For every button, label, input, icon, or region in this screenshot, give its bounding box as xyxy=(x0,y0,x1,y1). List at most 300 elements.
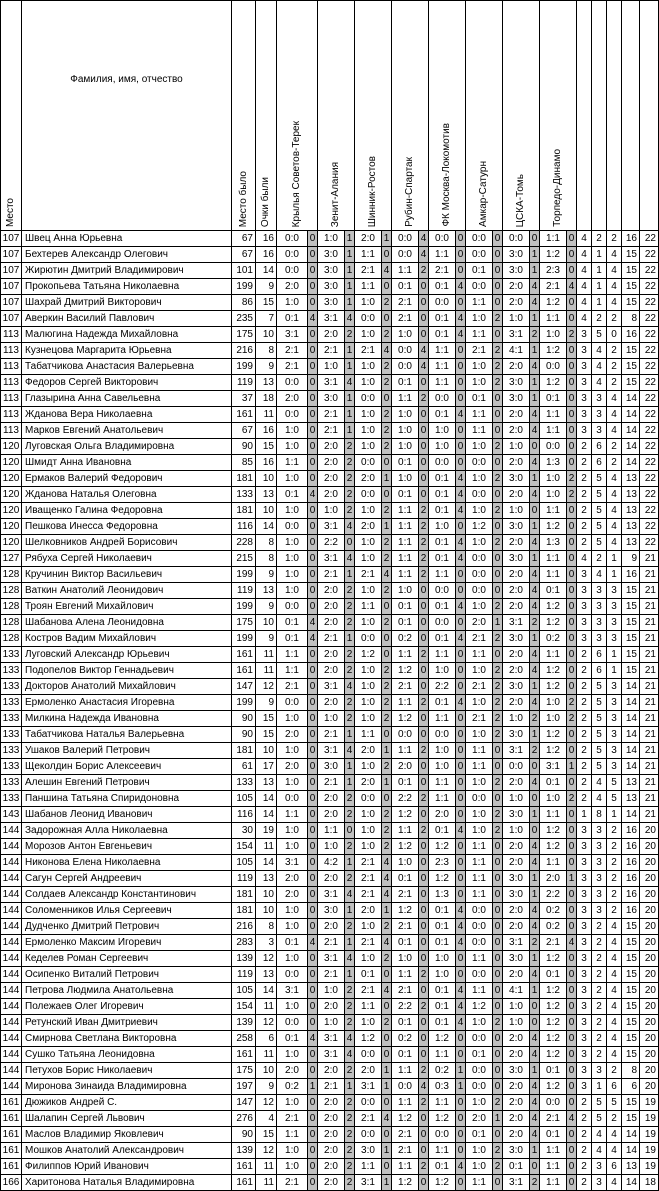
value-cell: 10 xyxy=(256,903,277,919)
place-cell: 113 xyxy=(1,391,22,407)
points-cell: 0 xyxy=(419,407,429,423)
points-cell: 2 xyxy=(382,679,392,695)
value-cell: 21 xyxy=(640,631,659,647)
value-cell: 3:1 xyxy=(277,327,308,343)
points-cell: 0 xyxy=(419,631,429,647)
points-cell: 0 xyxy=(308,423,318,439)
value-cell: 3:0 xyxy=(503,519,530,535)
points-cell: 1 xyxy=(530,983,540,999)
value-cell: 20 xyxy=(640,871,659,887)
value-cell: 0:0 xyxy=(355,311,382,327)
value-cell: 21 xyxy=(640,711,659,727)
points-cell: 2 xyxy=(345,839,355,855)
value-cell: 1:0 xyxy=(277,423,308,439)
value-cell: 3:1 xyxy=(503,615,530,631)
value-cell: 15 xyxy=(622,1047,640,1063)
place-cell: 113 xyxy=(1,359,22,375)
value-cell: 3:0 xyxy=(318,263,345,279)
value-cell: 154 xyxy=(232,999,256,1015)
value-cell: 1:0 xyxy=(429,967,456,983)
value-cell: 22 xyxy=(640,423,659,439)
value-cell: 2 xyxy=(577,1159,592,1175)
value-cell: 3:0 xyxy=(318,295,345,311)
name-cell: Дудченко Дмитрий Петрович xyxy=(22,919,232,935)
table-row xyxy=(1,583,659,599)
place-cell: 144 xyxy=(1,983,22,999)
value-cell: 1:0 xyxy=(466,503,493,519)
table-row xyxy=(1,727,659,743)
points-cell: 2 xyxy=(345,327,355,343)
value-cell: 2:0 xyxy=(318,695,345,711)
points-cell: 2 xyxy=(345,1127,355,1143)
value-cell: 4 xyxy=(592,567,607,583)
points-cell: 4 xyxy=(345,1047,355,1063)
points-cell: 0 xyxy=(530,759,540,775)
value-cell: 1:0 xyxy=(277,295,308,311)
value-cell: 1:0 xyxy=(466,695,493,711)
value-cell: 0:0 xyxy=(277,967,308,983)
value-cell: 1:2 xyxy=(540,839,567,855)
name-cell: Шмидт Анна Ивановна xyxy=(22,455,232,471)
points-cell: 2 xyxy=(567,471,577,487)
place-cell: 113 xyxy=(1,343,22,359)
value-cell: 3:0 xyxy=(503,391,530,407)
points-cell: 0 xyxy=(308,1015,318,1031)
table-row xyxy=(1,647,659,663)
value-cell: 1:0 xyxy=(355,359,382,375)
value-cell: 3 xyxy=(607,631,622,647)
value-cell: 3:0 xyxy=(503,551,530,567)
points-cell: 4 xyxy=(382,343,392,359)
table-row xyxy=(1,311,659,327)
points-cell: 0 xyxy=(456,231,466,247)
points-cell: 0 xyxy=(567,1031,577,1047)
value-cell: 15 xyxy=(622,647,640,663)
value-cell: 4 xyxy=(607,487,622,503)
value-cell: 0:1 xyxy=(429,503,456,519)
value-cell: 1:1 xyxy=(466,839,493,855)
points-cell: 0 xyxy=(567,727,577,743)
points-cell: 1 xyxy=(382,519,392,535)
value-cell: 14 xyxy=(622,1143,640,1159)
value-cell: 0:1 xyxy=(392,775,419,791)
name-cell: Иващенко Галина Федоровна xyxy=(22,503,232,519)
points-cell: 2 xyxy=(345,1111,355,1127)
value-cell: 1:0 xyxy=(540,711,567,727)
value-cell: 0:1 xyxy=(392,487,419,503)
points-cell: 0 xyxy=(493,919,503,935)
value-cell: 22 xyxy=(640,375,659,391)
value-cell: 8 xyxy=(622,1063,640,1079)
value-cell: 1:2 xyxy=(392,663,419,679)
value-cell: 1:0 xyxy=(277,903,308,919)
table-row xyxy=(1,903,659,919)
points-cell: 0 xyxy=(493,951,503,967)
value-cell: 2:0 xyxy=(318,1095,345,1111)
value-cell: 13 xyxy=(622,519,640,535)
points-cell: 2 xyxy=(345,791,355,807)
value-cell: 2:1 xyxy=(355,983,382,999)
value-cell: 1:1 xyxy=(392,1063,419,1079)
points-cell: 0 xyxy=(530,231,540,247)
points-cell: 0 xyxy=(382,455,392,471)
value-cell: 22 xyxy=(640,327,659,343)
value-cell: 3:0 xyxy=(503,871,530,887)
value-cell: 15 xyxy=(622,967,640,983)
points-cell: 0 xyxy=(530,503,540,519)
points-cell: 2 xyxy=(382,439,392,455)
points-cell: 4 xyxy=(382,887,392,903)
place-cell: 128 xyxy=(1,631,22,647)
place-cell: 120 xyxy=(1,519,22,535)
value-cell: 1 xyxy=(607,663,622,679)
header-points-were: Очки были xyxy=(256,1,277,231)
points-cell: 2 xyxy=(567,695,577,711)
points-cell: 2 xyxy=(382,663,392,679)
name-cell: Швец Анна Юрьевна xyxy=(22,231,232,247)
name-cell: Соломенников Илья Сергеевич xyxy=(22,903,232,919)
value-cell: 161 xyxy=(232,663,256,679)
points-cell: 2 xyxy=(345,711,355,727)
points-cell: 0 xyxy=(308,1047,318,1063)
value-cell: 119 xyxy=(232,375,256,391)
points-cell: 0 xyxy=(493,1047,503,1063)
value-cell: 0:0 xyxy=(355,391,382,407)
value-cell: 16 xyxy=(622,327,640,343)
value-cell: 67 xyxy=(232,423,256,439)
points-cell: 0 xyxy=(419,727,429,743)
name-cell: Кузнецова Маргарита Юрьевна xyxy=(22,343,232,359)
value-cell: 2:1 xyxy=(392,1143,419,1159)
place-cell: 113 xyxy=(1,407,22,423)
value-cell: 4 xyxy=(607,535,622,551)
points-cell: 4 xyxy=(345,951,355,967)
table-row xyxy=(1,791,659,807)
value-cell: 0:1 xyxy=(540,391,567,407)
value-cell: 16 xyxy=(622,871,640,887)
points-cell: 2 xyxy=(493,727,503,743)
value-cell: 13 xyxy=(256,375,277,391)
value-cell: 2:1 xyxy=(355,263,382,279)
value-cell: 1:1 xyxy=(466,983,493,999)
value-cell: 2 xyxy=(607,455,622,471)
value-cell: 21 xyxy=(640,567,659,583)
points-cell: 1 xyxy=(493,615,503,631)
points-cell: 0 xyxy=(345,823,355,839)
value-cell: 22 xyxy=(640,311,659,327)
points-cell: 1 xyxy=(382,743,392,759)
place-cell: 107 xyxy=(1,279,22,295)
value-cell: 90 xyxy=(232,1127,256,1143)
points-cell: 0 xyxy=(419,807,429,823)
value-cell: 4 xyxy=(607,983,622,999)
value-cell: 1:2 xyxy=(355,1031,382,1047)
value-cell: 0:1 xyxy=(429,407,456,423)
points-cell: 4 xyxy=(456,999,466,1015)
value-cell: 3:0 xyxy=(318,391,345,407)
value-cell: 10 xyxy=(256,1063,277,1079)
name-cell: Сагун Сергей Андреевич xyxy=(22,871,232,887)
table-row xyxy=(1,615,659,631)
value-cell: 3:1 xyxy=(540,759,567,775)
value-cell: 1:0 xyxy=(277,503,308,519)
points-cell: 2 xyxy=(493,631,503,647)
value-cell: 18 xyxy=(640,1175,659,1191)
value-cell: 0:0 xyxy=(277,695,308,711)
value-cell: 1:1 xyxy=(540,551,567,567)
value-cell: 14 xyxy=(256,807,277,823)
header-match-2: Зенит-Алания xyxy=(318,1,355,231)
place-cell: 133 xyxy=(1,791,22,807)
points-cell: 2 xyxy=(530,1175,540,1191)
value-cell: 0:1 xyxy=(277,1031,308,1047)
value-cell: 3 xyxy=(592,583,607,599)
points-cell: 0 xyxy=(493,967,503,983)
value-cell: 0:0 xyxy=(466,967,493,983)
value-cell: 2:0 xyxy=(318,999,345,1015)
value-cell: 1:1 xyxy=(429,1143,456,1159)
value-cell: 3 xyxy=(592,839,607,855)
points-cell: 0 xyxy=(382,1159,392,1175)
table-row xyxy=(1,1079,659,1095)
value-cell: 2 xyxy=(607,887,622,903)
points-cell: 0 xyxy=(419,1111,429,1127)
points-cell: 0 xyxy=(567,295,577,311)
value-cell: 2:0 xyxy=(318,1063,345,1079)
name-cell: Шалапин Сергей Львович xyxy=(22,1111,232,1127)
value-cell: 1:0 xyxy=(466,471,493,487)
value-cell: 175 xyxy=(232,615,256,631)
place-cell: 144 xyxy=(1,1047,22,1063)
points-cell: 0 xyxy=(493,1031,503,1047)
points-cell: 0 xyxy=(567,967,577,983)
value-cell: 3 xyxy=(577,375,592,391)
points-cell: 4 xyxy=(456,407,466,423)
points-cell: 4 xyxy=(456,503,466,519)
value-cell: 1:0 xyxy=(429,663,456,679)
points-cell: 1 xyxy=(345,231,355,247)
value-cell: 2:0 xyxy=(503,1031,530,1047)
points-cell: 0 xyxy=(382,999,392,1015)
value-cell: 0:1 xyxy=(466,1127,493,1143)
points-cell: 2 xyxy=(382,359,392,375)
points-cell: 2 xyxy=(419,551,429,567)
value-cell: 16 xyxy=(256,455,277,471)
value-cell: 20 xyxy=(640,839,659,855)
value-cell: 0:1 xyxy=(429,311,456,327)
value-cell: 161 xyxy=(232,647,256,663)
value-cell: 22 xyxy=(640,439,659,455)
value-cell: 1:0 xyxy=(466,599,493,615)
value-cell: 0:0 xyxy=(466,919,493,935)
value-cell: 15 xyxy=(622,999,640,1015)
points-cell: 4 xyxy=(308,1031,318,1047)
value-cell: 14 xyxy=(622,711,640,727)
value-cell: 1:1 xyxy=(540,423,567,439)
value-cell: 21 xyxy=(640,759,659,775)
value-cell: 22 xyxy=(640,279,659,295)
value-cell: 2 xyxy=(607,855,622,871)
points-cell: 1 xyxy=(530,471,540,487)
points-cell: 4 xyxy=(530,1111,540,1127)
value-cell: 85 xyxy=(232,455,256,471)
value-cell: 5 xyxy=(592,327,607,343)
value-cell: 139 xyxy=(232,1015,256,1031)
value-cell: 1:0 xyxy=(466,375,493,391)
value-cell: 2:0 xyxy=(503,583,530,599)
value-cell: 199 xyxy=(232,279,256,295)
points-cell: 4 xyxy=(456,919,466,935)
points-cell: 0 xyxy=(567,455,577,471)
value-cell: 61 xyxy=(232,759,256,775)
value-cell: 10 xyxy=(256,887,277,903)
points-cell: 1 xyxy=(530,519,540,535)
value-cell: 11 xyxy=(256,647,277,663)
value-cell: 1:0 xyxy=(392,855,419,871)
place-cell: 144 xyxy=(1,1031,22,1047)
place-cell: 144 xyxy=(1,839,22,855)
points-cell: 1 xyxy=(530,951,540,967)
value-cell: 2 xyxy=(592,311,607,327)
value-cell: 22 xyxy=(640,519,659,535)
value-cell: 18 xyxy=(256,391,277,407)
points-cell: 4 xyxy=(456,535,466,551)
value-cell: 161 xyxy=(232,1047,256,1063)
value-cell: 4 xyxy=(607,951,622,967)
name-cell: Бехтерев Александр Олегович xyxy=(22,247,232,263)
value-cell: 2:0 xyxy=(318,487,345,503)
value-cell: 3 xyxy=(577,919,592,935)
value-cell: 2:3 xyxy=(429,855,456,871)
value-cell: 5 xyxy=(592,1095,607,1111)
value-cell: 1:2 xyxy=(540,823,567,839)
value-cell: 116 xyxy=(232,519,256,535)
points-cell: 1 xyxy=(530,375,540,391)
value-cell: 2 xyxy=(577,487,592,503)
value-cell: 0:1 xyxy=(540,967,567,983)
value-cell: 0:0 xyxy=(277,231,308,247)
points-cell: 2 xyxy=(382,823,392,839)
value-cell: 1 xyxy=(607,647,622,663)
value-cell: 1:0 xyxy=(355,535,382,551)
value-cell: 1:0 xyxy=(392,583,419,599)
place-cell: 113 xyxy=(1,423,22,439)
value-cell: 1:1 xyxy=(429,775,456,791)
value-cell: 14 xyxy=(622,1175,640,1191)
value-cell: 4 xyxy=(607,503,622,519)
value-cell: 1:1 xyxy=(392,551,419,567)
value-cell: 2:0 xyxy=(503,423,530,439)
header-match-8: Торпедо-Динамо xyxy=(540,1,577,231)
points-cell: 2 xyxy=(419,999,429,1015)
value-cell: 2:1 xyxy=(277,1111,308,1127)
value-cell: 3 xyxy=(592,407,607,423)
value-cell: 276 xyxy=(232,1111,256,1127)
value-cell: 2 xyxy=(577,1175,592,1191)
header-match-6: Амкар-Сатурн xyxy=(466,1,503,231)
value-cell: 2 xyxy=(592,983,607,999)
points-cell: 0 xyxy=(419,903,429,919)
value-cell: 2 xyxy=(592,935,607,951)
value-cell: 1:0 xyxy=(355,679,382,695)
points-cell: 0 xyxy=(456,567,466,583)
value-cell: 1:1 xyxy=(392,743,419,759)
value-cell: 1:0 xyxy=(355,295,382,311)
value-cell: 3 xyxy=(577,615,592,631)
value-cell: 1:0 xyxy=(466,663,493,679)
value-cell: 21 xyxy=(640,679,659,695)
table-row xyxy=(1,1159,659,1175)
points-cell: 2 xyxy=(493,695,503,711)
value-cell: 19 xyxy=(256,823,277,839)
value-cell: 3 xyxy=(577,343,592,359)
name-cell: Жданова Наталья Олеговна xyxy=(22,487,232,503)
points-cell: 1 xyxy=(567,759,577,775)
points-cell: 2 xyxy=(382,407,392,423)
value-cell: 0:0 xyxy=(466,551,493,567)
value-cell: 5 xyxy=(592,487,607,503)
header-match-4: Рубин-Спартак xyxy=(392,1,429,231)
place-cell: 144 xyxy=(1,967,22,983)
value-cell: 0:0 xyxy=(429,615,456,631)
name-cell: Ретунский Иван Дмитриевич xyxy=(22,1015,232,1031)
value-cell: 3:0 xyxy=(355,1143,382,1159)
value-cell: 175 xyxy=(232,1063,256,1079)
value-cell: 10 xyxy=(256,471,277,487)
value-cell: 2:0 xyxy=(277,759,308,775)
points-cell: 0 xyxy=(308,359,318,375)
name-cell: Шабанов Леонид Иванович xyxy=(22,807,232,823)
value-cell: 3 xyxy=(607,615,622,631)
value-cell: 1:1 xyxy=(466,1175,493,1191)
points-cell: 2 xyxy=(345,439,355,455)
value-cell: 3:0 xyxy=(503,471,530,487)
points-cell: 2 xyxy=(419,967,429,983)
points-cell: 0 xyxy=(567,1079,577,1095)
points-cell: 0 xyxy=(308,375,318,391)
value-cell: 22 xyxy=(640,503,659,519)
value-cell: 20 xyxy=(640,1031,659,1047)
value-cell: 3 xyxy=(592,599,607,615)
value-cell: 1:2 xyxy=(540,295,567,311)
points-cell: 2 xyxy=(345,919,355,935)
value-cell: 1:1 xyxy=(466,759,493,775)
value-cell: 2:0 xyxy=(318,647,345,663)
value-cell: 4 xyxy=(607,279,622,295)
value-cell: 13 xyxy=(256,487,277,503)
value-cell: 1:1 xyxy=(540,503,567,519)
value-cell: 11 xyxy=(256,1175,277,1191)
place-cell: 144 xyxy=(1,887,22,903)
value-cell: 4:1 xyxy=(503,983,530,999)
value-cell: 1:0 xyxy=(429,951,456,967)
value-cell: 1:0 xyxy=(466,727,493,743)
points-cell: 2 xyxy=(530,711,540,727)
value-cell: 15 xyxy=(622,935,640,951)
table-row xyxy=(1,951,659,967)
value-cell: 2 xyxy=(592,967,607,983)
value-cell: 0:0 xyxy=(466,903,493,919)
value-cell: 2 xyxy=(577,743,592,759)
place-cell: 144 xyxy=(1,855,22,871)
value-cell: 3 xyxy=(592,1159,607,1175)
points-cell: 0 xyxy=(567,855,577,871)
points-cell: 0 xyxy=(308,1143,318,1159)
value-cell: 13 xyxy=(622,791,640,807)
value-cell: 1:0 xyxy=(277,919,308,935)
value-cell: 0:0 xyxy=(355,487,382,503)
value-cell: 14 xyxy=(622,679,640,695)
